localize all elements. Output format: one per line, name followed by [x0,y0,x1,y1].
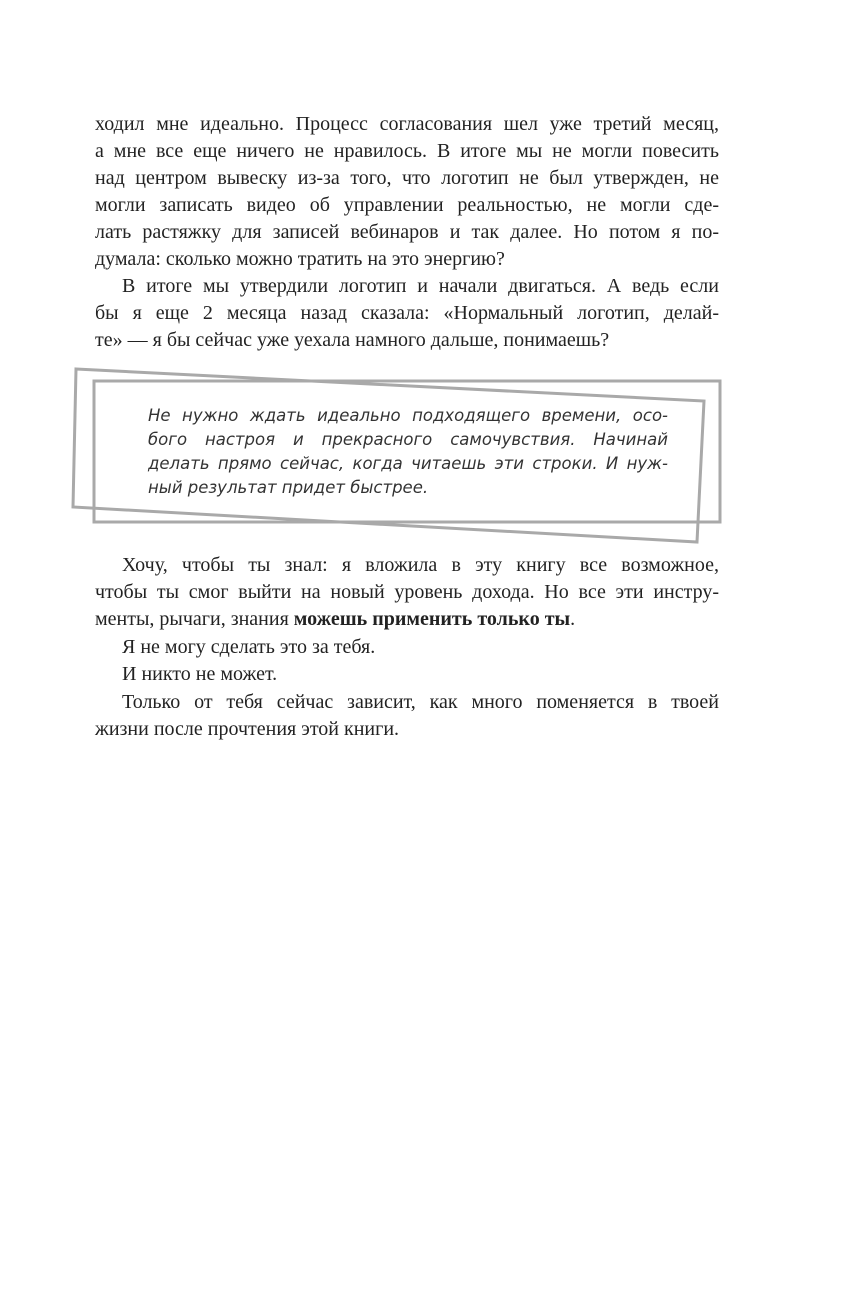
paragraph-5: И никто не может. [122,663,278,685]
text-line: над центром вывеску из-за того, что логотип не был утвержден, не [95,167,719,189]
text-line: В итоге мы утвердили логотип и начали двигаться. А ведь если [122,275,719,297]
quote-line: бого настроя и прекрасного самочувствия. Начинай [148,430,668,449]
text-line: лать растяжку для записей вебинаров и так далее. Но потом я по- [95,221,719,243]
text-line: Только от тебя сейчас зависит, как много поменяется в твоей [122,691,719,713]
text-segment: менты, рычаги, знания [95,608,294,630]
text-line: думала: сколько можно тратить на это энергию? [95,248,505,270]
text-line: ходил мне идеально. Процесс согласования шел уже третий месяц, [95,113,719,135]
text-line: Хочу, чтобы ты знал: я вложила в эту книгу все возможное, [122,554,719,576]
quote-line: делать прямо сейчас, когда читаешь эти строки. И нуж- [148,454,668,473]
text-line: а мне все еще ничего не нравилось. В итоге мы не могли повесить [95,140,719,162]
emphasis-text: можешь применить только ты [293,608,571,630]
text-line: могли записать видео об управлении реальностью, не могли сде- [95,194,719,216]
paragraph-4: Я не могу сделать это за тебя. [122,636,376,658]
text-line: жизни после прочтения этой книги. [95,718,400,740]
quote-line: Не нужно ждать идеально подходящего времени, осо- [148,406,668,425]
text-line [95,606,719,632]
text-line: чтобы ты смог выйти на новый уровень дохода. Но все эти инстру- [95,581,719,603]
text-line: те» — я бы сейчас уже уехала намного дальше, понимаешь? [95,329,610,351]
text-line: бы я еще 2 месяца назад сказала: «Нормальный логотип, делай- [95,302,719,324]
text-segment: . [570,608,576,630]
quote-line: ный результат придет быстрее. [148,478,429,497]
